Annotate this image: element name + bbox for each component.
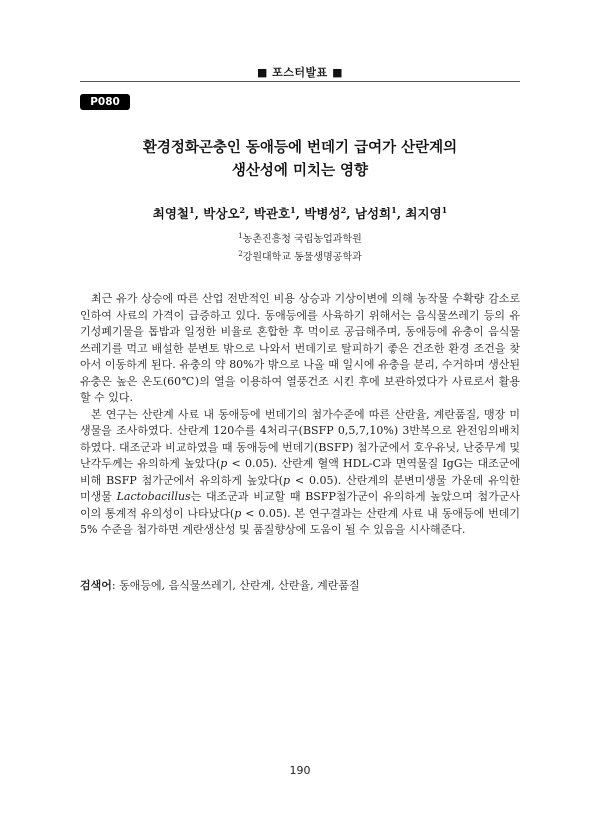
abstract-text: 는 대조군과 비교할 때 BSFP첨가군이 유의하게 높았으며 첨가군사이의 통계적 유의성이 나타났다( bbox=[80, 490, 520, 520]
abstract-text: 본 연구는 산란계 사료 내 동애등에 번데기의 첨가수준에 따른 산란율, 계란품질, 맹장 미생물을 조사하였다. 산란계 120수를 4처리구(BSFP 0,5,7,10%) 3반복으로 완전임의배치 하였다. 대조군과 비교하였을 때 동애등에 번데기(BSFP) 첨가군에서 호우유닛, 난중무게 및 난각두께는 유의하게 높았다( bbox=[80, 407, 520, 470]
author-name: 최영철 bbox=[152, 206, 189, 221]
author-affil-mark: 1 bbox=[290, 205, 296, 215]
abstract-text: < 0.05). 산란계 혈액 HDL-C과 면역물질 IgG는 대조군에 비해 BSFP 첨가군에서 유의하게 높았다( bbox=[80, 457, 520, 487]
abstract-paragraph-2 bbox=[80, 407, 520, 539]
affil-mark: 2 bbox=[238, 250, 243, 258]
affiliation-line bbox=[80, 229, 520, 247]
affiliation-line bbox=[80, 247, 520, 265]
paper-title bbox=[80, 136, 520, 182]
author-name: 최지영 bbox=[405, 206, 442, 221]
author-name: 박관호 bbox=[253, 206, 291, 221]
title-line-2: 생산성에 미치는 영향 bbox=[231, 162, 369, 179]
author-affil-mark: 2 bbox=[239, 205, 246, 215]
abstract-paragraph-1: 최근 유가 상승에 따른 산업 전반적인 비용 상승과 기상이변에 의해 농작물 수확량 감소로 인하여 사료의 가격이 급증하고 있다. 동애등에를 사육하기 위해서는 음식물쓰레기 등의 유기성폐기물을 톱밥과 일정한 비율로 혼합한 후 먹이로 공급해주며, 동애등에 유충이 음식물쓰레기를 먹고 배설한 분변토 밖으로 나와서 번데기로 탈피하기 좋은 건조한 환경 조건을 찾아서 이동하게 된다. 유충의 약 80%가 밖으로 나올 때 일시에 유충을 분리, 수거하며 생산된 유충은 높은 온도(60℃)의 열을 이용하여 열풍건조 시킨 후에 보관하였다가 사료로서 활용할 수 있다. bbox=[80, 292, 520, 404]
affil-mark: 1 bbox=[238, 232, 243, 240]
title-line-1: 환경정화곤충인 동애등에 번데기 급여가 산란계의 bbox=[142, 139, 458, 156]
author-list: 최영철$^1$, 박상오$^2$, 박관호$^1$, 박병성$^2$, 남성희$^1$, 최지영$^1$ bbox=[152, 205, 448, 221]
author-affil-mark: 1 bbox=[391, 205, 397, 215]
author-name: 박병성 bbox=[304, 206, 341, 221]
genus-name: Lactobacillus bbox=[116, 490, 191, 503]
p-value-symbol: p bbox=[234, 506, 242, 520]
p-value-symbol: p bbox=[283, 473, 291, 487]
page-number: 190 bbox=[289, 764, 311, 777]
abstract-text: < 0.05). 산란계의 분변미생물 가운데 유익한 미생물 bbox=[80, 473, 520, 503]
author-affil-mark: 1 bbox=[441, 205, 448, 215]
p-value-symbol: p bbox=[220, 457, 228, 470]
author-name: 박상오 bbox=[203, 206, 240, 221]
author-affil-mark: 1 bbox=[189, 205, 195, 215]
author-affil-mark: 2 bbox=[340, 205, 347, 215]
paper-id-badge: P080 bbox=[80, 94, 130, 110]
keywords-label: 검색어 bbox=[80, 579, 112, 592]
affiliations bbox=[80, 229, 520, 265]
keywords-text: : 동애등에, 음식물쓰레기, 산란계, 산란율, 계란품질 bbox=[111, 579, 360, 592]
keywords bbox=[80, 577, 520, 593]
section-label: ■ 포스터발표 ■ bbox=[256, 66, 344, 79]
affiliation-text: 농촌진흥청 국립농업과학원 bbox=[242, 234, 362, 245]
author-name: 남성희 bbox=[354, 206, 392, 221]
abstract bbox=[80, 291, 520, 539]
affiliation-text: 강원대학교 동물생명공학과 bbox=[242, 252, 362, 263]
abstract-text: < 0.05). 본 연구결과는 산란계 사료 내 동애등에 번데기 5% 수준을 첨가하면 계란생산성 및 품질향상에 도움이 될 수 있음을 시사해준다. bbox=[80, 506, 521, 536]
header-divider bbox=[80, 81, 520, 82]
